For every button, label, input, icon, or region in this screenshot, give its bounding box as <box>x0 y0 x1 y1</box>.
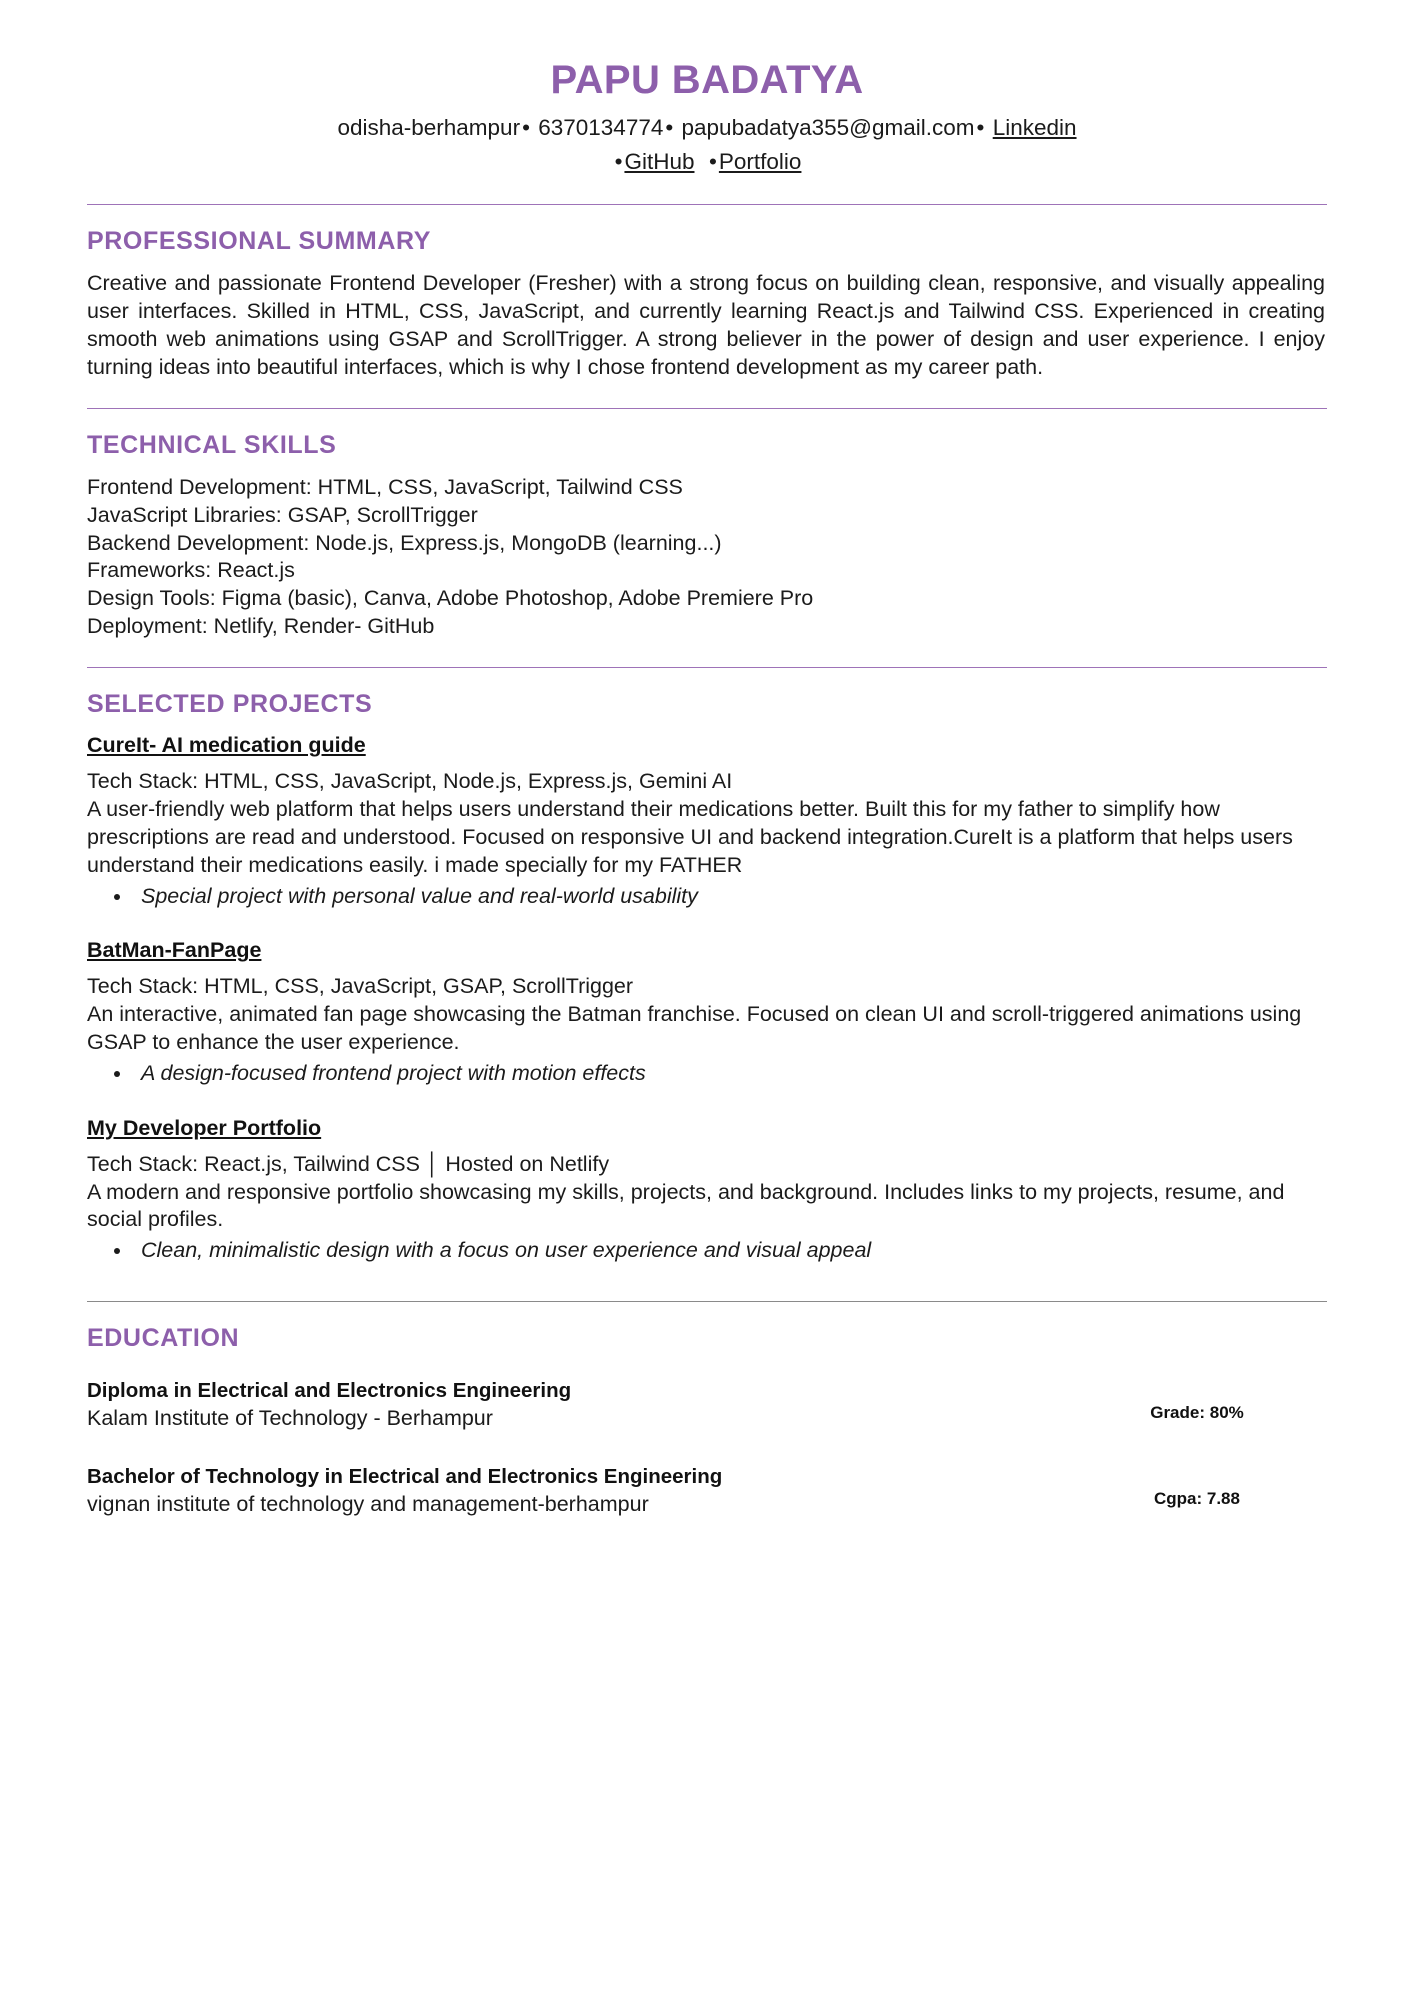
skill-line: Frameworks: React.js <box>87 558 295 583</box>
section-education <box>87 1324 1327 1519</box>
project-item <box>87 938 1327 1087</box>
contact-phone: 6370134774 <box>538 115 664 140</box>
skill-line: Backend Development: Node.js, Express.js, MongoDB (learning...) <box>87 530 722 555</box>
project-tech-stack: Tech Stack: React.js, Tailwind CSS │ Hosted on Netlify <box>87 1151 610 1176</box>
education-degree: Diploma in Electrical and Electronics Engineering <box>87 1378 572 1402</box>
project-tech-stack: Tech Stack: HTML, CSS, JavaScript, Node.js, Express.js, Gemini AI <box>87 769 733 794</box>
divider-skills <box>87 667 1327 668</box>
skill-line: Design Tools: Figma (basic), Canva, Adobe Photoshop, Adobe Premiere Pro <box>87 586 814 611</box>
education-entry-left <box>87 1377 1067 1433</box>
section-selected-projects <box>87 690 1327 1265</box>
contact-separator: • <box>665 115 674 140</box>
project-description: A modern and responsive portfolio showcasing my skills, projects, and background. Includes links to my projects, resume, and social profiles. <box>87 1179 1285 1232</box>
contact-separator: • <box>522 115 530 140</box>
skill-line: JavaScript Libraries: GSAP, ScrollTrigger <box>87 502 478 527</box>
education-degree: Bachelor of Technology in Electrical and Electronics Engineering <box>87 1464 723 1488</box>
project-bullet: • Special project with personal value and real-world usability <box>133 882 1327 910</box>
contact-separator: • <box>976 115 985 140</box>
skill-line: Deployment: Netlify, Render- GitHub <box>87 614 435 639</box>
contact-separator: • <box>614 148 623 174</box>
project-bullet: • A design-focused frontend project with motion effects <box>133 1059 1327 1087</box>
professional-summary-text: Creative and passionate Frontend Developer (Fresher) with a strong focus on building clean, responsive, and visually appealing user interfaces. Skilled in HTML, CSS, JavaScript, and currently learning React.js and Tailwind CSS. Experienced in creating smooth web animations using GSAP and ScrollTrigger. A strong believer in the power of design and user experience. I enjoy turning ideas into beautiful interfaces, which is why I chose frontend development as my career path. <box>87 270 1325 379</box>
divider-projects <box>87 1301 1327 1302</box>
candidate-name: PAPU BADATYA <box>550 58 864 102</box>
section-title-selected-projects: SELECTED PROJECTS <box>87 690 373 719</box>
project-title[interactable]: My Developer Portfolio <box>87 1115 322 1140</box>
section-title-professional-summary: PROFESSIONAL SUMMARY <box>87 226 431 255</box>
resume-content <box>87 58 1327 1518</box>
project-item <box>87 1116 1327 1265</box>
divider-summary <box>87 408 1327 409</box>
education-entry <box>87 1463 1327 1519</box>
project-bullet-list <box>87 1059 1327 1087</box>
section-professional-summary <box>87 227 1327 382</box>
contact-location: odisha-berhampur <box>337 115 521 140</box>
project-bullet: • Clean, minimalistic design with a focus on user experience and visual appeal <box>133 1236 1327 1264</box>
project-description: A user-friendly web platform that helps users understand their medications better. Built this for my father to simplify how prescriptions are read and understood. Focused on responsive UI and backend integration.CureIt is a platform that helps users understand their medications easily. i made specially for my FATHER <box>87 797 1293 878</box>
project-tech-stack: Tech Stack: HTML, CSS, JavaScript, GSAP, ScrollTrigger <box>87 974 634 999</box>
contact-separator: • <box>709 148 717 174</box>
education-score: Cgpa: 7.88 <box>1154 1488 1240 1508</box>
project-bullet-list <box>87 1236 1327 1264</box>
project-description: An interactive, animated fan page showcasing the Batman franchise. Focused on clean UI and scroll-triggered animations using GSAP to enhance the user experience. <box>87 1002 1302 1055</box>
project-title[interactable]: BatMan-FanPage <box>87 938 262 963</box>
education-school: Kalam Institute of Technology - Berhampur <box>87 1405 493 1430</box>
project-bullet-list <box>87 882 1327 910</box>
contact-line-secondary <box>87 146 1327 178</box>
education-school: vignan institute of technology and management-berhampur <box>87 1491 649 1516</box>
education-score: Grade: 80% <box>1150 1402 1244 1422</box>
skill-line: Frontend Development: HTML, CSS, JavaScript, Tailwind CSS <box>87 474 683 499</box>
linkedin-link[interactable]: Linkedin <box>992 115 1077 140</box>
section-title-education: EDUCATION <box>87 1323 240 1352</box>
education-entry <box>87 1377 1327 1433</box>
contact-email: papubadatya355@gmail.com <box>681 115 975 140</box>
education-entry-left <box>87 1463 1067 1519</box>
section-technical-skills <box>87 431 1327 642</box>
contact-line-primary <box>87 112 1327 144</box>
divider-header <box>87 204 1327 205</box>
github-link[interactable]: GitHub <box>624 148 695 174</box>
project-item <box>87 733 1327 910</box>
project-title[interactable]: CureIt- AI medication guide <box>87 733 366 758</box>
portfolio-link[interactable]: Portfolio <box>718 148 802 174</box>
section-title-technical-skills: TECHNICAL SKILLS <box>87 430 337 459</box>
